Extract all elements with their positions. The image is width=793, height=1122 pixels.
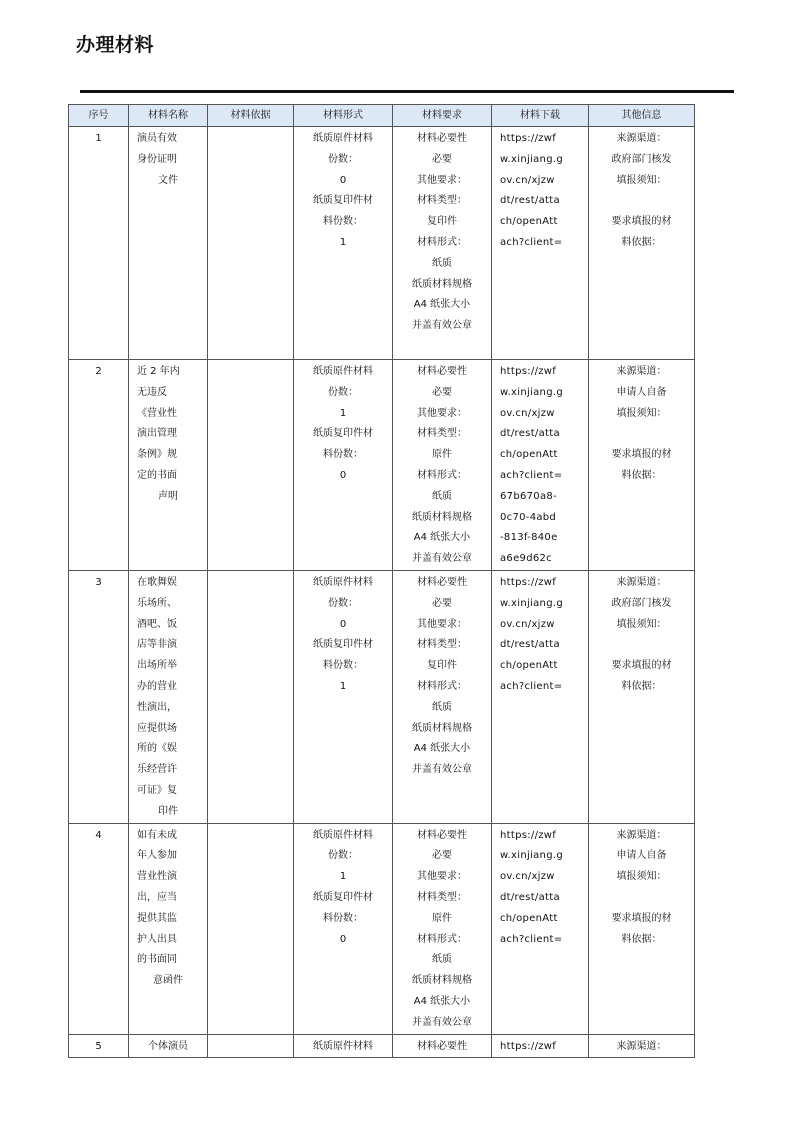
req-line: 其他要求： xyxy=(417,407,467,419)
req-line: 必要 xyxy=(432,153,452,165)
download-line: ov.cn/xjzw xyxy=(500,407,555,419)
req-line: 复印件 xyxy=(427,660,457,672)
form-line: 份数： xyxy=(328,386,358,398)
name-line: 应提供场 xyxy=(137,722,177,734)
req-line: 纸质材料规格 xyxy=(412,278,472,290)
req-line: 原件 xyxy=(432,449,452,461)
name-line: 个体演员 xyxy=(148,1040,188,1052)
spacer xyxy=(589,191,694,212)
material-download-link[interactable] xyxy=(492,127,589,360)
column-header: 材料形式 xyxy=(294,105,393,127)
name-line: 年人参加 xyxy=(137,850,177,862)
name-line: 酒吧、饭 xyxy=(137,618,177,630)
download-line: w.xinjiang.g xyxy=(500,386,563,398)
req-line: 并盖有效公章 xyxy=(412,1016,472,1028)
table-row xyxy=(69,823,695,1034)
material-name xyxy=(129,127,208,360)
req-line: 材料必要性 xyxy=(417,576,467,588)
name-line: 身份证明 xyxy=(137,153,177,165)
table-row xyxy=(69,127,695,360)
other-line: 来源渠道： xyxy=(616,1040,667,1052)
material-requirements xyxy=(393,823,492,1034)
other-line: 政府部门核发 xyxy=(611,597,672,609)
column-header: 材料要求 xyxy=(393,105,492,127)
row-number xyxy=(69,127,129,360)
materials-table xyxy=(68,104,695,1058)
download-line: ov.cn/xjzw xyxy=(500,618,555,630)
other-info xyxy=(589,570,695,823)
download-line: w.xinjiang.g xyxy=(500,597,563,609)
page-title: 办理材料 xyxy=(76,34,155,56)
material-form xyxy=(294,823,393,1034)
spacer xyxy=(589,888,694,909)
req-line: 材料形式： xyxy=(417,236,467,248)
download-line: https://zwf xyxy=(500,829,557,841)
req-line: 并盖有效公章 xyxy=(412,764,472,776)
other-line: 料依据： xyxy=(621,933,662,945)
req-line: 纸质材料规格 xyxy=(412,975,472,987)
material-basis xyxy=(208,1034,294,1058)
form-line: 0 xyxy=(339,469,347,481)
req-line: A4 纸张大小 xyxy=(413,743,471,755)
name-line: 提供其监 xyxy=(137,912,177,924)
name-line: 《营业性 xyxy=(137,407,177,419)
other-line: 来源渠道： xyxy=(616,829,667,841)
download-line: https://zwf xyxy=(500,366,557,377)
download-line: ach?client= xyxy=(500,933,563,945)
spacer xyxy=(589,424,694,445)
req-line: 材料必要性 xyxy=(417,366,467,377)
name-line: 乐场所、 xyxy=(137,597,177,609)
download-line: ach?client= xyxy=(500,469,563,481)
material-form xyxy=(294,570,393,823)
download-line: https://zwf xyxy=(500,576,557,588)
name-line: 出场所举 xyxy=(137,660,177,672)
row-number xyxy=(69,823,129,1034)
row-number-text: 2 xyxy=(95,366,102,377)
material-requirements xyxy=(393,360,492,571)
name-line: 演出管理 xyxy=(137,428,177,440)
form-line: 1 xyxy=(339,236,347,248)
material-requirements xyxy=(393,570,492,823)
other-line: 要求填报的材 xyxy=(611,660,672,672)
form-line: 纸质原件材料 xyxy=(313,829,373,841)
req-line: 材料必要性 xyxy=(417,133,467,144)
other-line: 填报须知： xyxy=(616,174,667,186)
form-line: 纸质复印件材 xyxy=(313,195,373,207)
name-line: 无违反 xyxy=(137,386,167,398)
name-line: 护人出具 xyxy=(137,933,177,945)
form-line: 纸质复印件材 xyxy=(313,639,373,651)
material-requirements xyxy=(393,127,492,360)
column-header: 材料下载 xyxy=(492,105,589,127)
material-basis xyxy=(208,127,294,360)
download-line: ch/openAtt xyxy=(500,912,558,924)
name-line: 可证》复 xyxy=(137,784,177,796)
form-line: 1 xyxy=(339,871,347,883)
material-name xyxy=(129,570,208,823)
name-line: 的书面同 xyxy=(137,954,177,966)
name-line: 文件 xyxy=(158,174,178,186)
column-header: 材料名称 xyxy=(129,105,208,127)
download-line: dt/rest/atta xyxy=(500,195,560,207)
download-line: w.xinjiang.g xyxy=(500,153,563,165)
form-line: 份数： xyxy=(328,153,358,165)
other-line: 来源渠道： xyxy=(616,133,667,144)
req-line: A4 纸张大小 xyxy=(413,995,471,1007)
other-line: 料依据： xyxy=(621,469,662,481)
req-line: 纸质 xyxy=(432,701,452,713)
form-line: 纸质原件材料 xyxy=(313,366,373,377)
other-line: 要求填报的材 xyxy=(611,912,672,924)
name-line: 在歌舞娱 xyxy=(137,576,177,588)
req-line: 其他要求： xyxy=(417,174,467,186)
form-line: 1 xyxy=(339,680,347,692)
name-line: 营业性演 xyxy=(137,871,177,883)
form-line: 0 xyxy=(339,618,347,630)
req-line: 原件 xyxy=(432,912,452,924)
req-line: A4 纸张大小 xyxy=(413,532,471,544)
download-line: https://zwf xyxy=(500,1040,557,1052)
req-line: 其他要求： xyxy=(417,871,467,883)
name-line: 店等非演 xyxy=(137,639,177,651)
table-row xyxy=(69,1034,695,1058)
column-header: 其他信息 xyxy=(589,105,695,127)
row-number-text: 5 xyxy=(95,1040,102,1052)
req-line: 纸质 xyxy=(432,490,452,502)
download-line: 67b670a8- xyxy=(500,490,557,502)
material-download-link[interactable] xyxy=(492,570,589,823)
name-line: 乐经营许 xyxy=(137,764,177,776)
row-number-text: 4 xyxy=(95,829,102,841)
req-line: 纸质 xyxy=(432,954,452,966)
req-line: 材料形式： xyxy=(417,933,467,945)
other-line: 来源渠道： xyxy=(616,576,667,588)
form-line: 0 xyxy=(339,174,347,186)
download-line: ch/openAtt xyxy=(500,449,558,461)
form-line: 纸质原件材料 xyxy=(313,133,373,144)
other-info xyxy=(589,127,695,360)
material-form xyxy=(294,360,393,571)
material-requirements xyxy=(393,1034,492,1058)
req-line: 必要 xyxy=(432,386,452,398)
req-line: 必要 xyxy=(432,597,452,609)
download-line: dt/rest/atta xyxy=(500,639,560,651)
row-number-text: 1 xyxy=(95,133,102,144)
material-basis xyxy=(208,360,294,571)
form-line: 料份数： xyxy=(323,912,363,924)
req-line: 材料类型： xyxy=(417,195,467,207)
name-line: 性演出， xyxy=(137,701,177,713)
table-body xyxy=(69,127,695,1058)
download-line: ach?client= xyxy=(500,236,563,248)
material-name xyxy=(129,823,208,1034)
material-basis xyxy=(208,570,294,823)
other-line: 要求填报的材 xyxy=(611,216,672,228)
download-line: -813f-840e xyxy=(500,532,558,544)
req-line: 材料类型： xyxy=(417,639,467,651)
name-line: 声明 xyxy=(158,490,178,502)
download-line: https://zwf xyxy=(500,133,557,144)
column-header: 序号 xyxy=(69,105,129,127)
other-line: 来源渠道： xyxy=(616,366,667,377)
other-info xyxy=(589,360,695,571)
download-line: dt/rest/atta xyxy=(500,891,560,903)
download-line: ov.cn/xjzw xyxy=(500,174,555,186)
form-line: 料份数： xyxy=(323,449,363,461)
row-number xyxy=(69,360,129,571)
form-line: 纸质复印件材 xyxy=(313,428,373,440)
material-form xyxy=(294,1034,393,1058)
name-line: 条例》规 xyxy=(137,449,177,461)
form-line: 1 xyxy=(339,407,347,419)
name-line: 如有未成 xyxy=(137,829,177,841)
req-line: 材料类型： xyxy=(417,891,467,903)
name-line: 演员有效 xyxy=(137,133,177,144)
other-line: 填报须知： xyxy=(616,618,667,630)
material-name xyxy=(129,360,208,571)
other-info xyxy=(589,823,695,1034)
req-line: 材料必要性 xyxy=(417,829,467,841)
req-line: 材料类型： xyxy=(417,428,467,440)
name-line: 定的书面 xyxy=(137,469,177,481)
req-line: 必要 xyxy=(432,850,452,862)
form-line: 份数： xyxy=(328,597,358,609)
name-line: 所的《娱 xyxy=(137,743,177,755)
download-line: w.xinjiang.g xyxy=(500,850,563,862)
download-line: ach?client= xyxy=(500,680,563,692)
table-header-row xyxy=(69,105,695,127)
req-line: 并盖有效公章 xyxy=(412,320,472,332)
download-line: ch/openAtt xyxy=(500,660,558,672)
req-line: 复印件 xyxy=(427,216,457,228)
form-line: 纸质复印件材 xyxy=(313,891,373,903)
material-download-link[interactable] xyxy=(492,1034,589,1058)
name-line: 意函件 xyxy=(153,975,183,987)
form-line: 纸质原件材料 xyxy=(313,1040,373,1052)
column-header: 材料依据 xyxy=(208,105,294,127)
req-line: A4 纸张大小 xyxy=(413,299,471,311)
req-line: 材料必要性 xyxy=(417,1040,467,1052)
material-form xyxy=(294,127,393,360)
row-number-text: 3 xyxy=(95,576,102,588)
other-info xyxy=(589,1034,695,1058)
material-basis xyxy=(208,823,294,1034)
name-line: 印件 xyxy=(158,805,178,817)
row-number xyxy=(69,1034,129,1058)
other-line: 料依据： xyxy=(621,680,662,692)
req-line: 材料形式： xyxy=(417,680,467,692)
download-line: a6e9d62c xyxy=(500,553,552,565)
form-line: 纸质原件材料 xyxy=(313,576,373,588)
form-line: 料份数： xyxy=(323,216,363,228)
spacer xyxy=(589,635,694,656)
other-line: 申请人自备 xyxy=(616,850,667,862)
name-line: 出，应当 xyxy=(137,891,177,903)
req-line: 其他要求： xyxy=(417,618,467,630)
other-line: 政府部门核发 xyxy=(611,153,672,165)
form-line: 份数： xyxy=(328,850,358,862)
other-line: 填报须知： xyxy=(616,871,667,883)
name-line: 近 2 年内 xyxy=(137,366,180,377)
material-download-link[interactable] xyxy=(492,823,589,1034)
other-line: 要求填报的材 xyxy=(611,449,672,461)
other-line: 料依据： xyxy=(621,236,662,248)
download-line: ov.cn/xjzw xyxy=(500,871,555,883)
table-row xyxy=(69,570,695,823)
download-line: dt/rest/atta xyxy=(500,428,560,440)
other-line: 填报须知： xyxy=(616,407,667,419)
download-line: ch/openAtt xyxy=(500,216,558,228)
form-line: 0 xyxy=(339,933,347,945)
req-line: 并盖有效公章 xyxy=(412,553,472,565)
table-row xyxy=(69,360,695,571)
req-line: 纸质材料规格 xyxy=(412,722,472,734)
req-line: 材料形式： xyxy=(417,469,467,481)
row-number xyxy=(69,570,129,823)
form-line: 料份数： xyxy=(323,660,363,672)
req-line: 纸质材料规格 xyxy=(412,511,472,523)
material-name xyxy=(129,1034,208,1058)
name-line: 办的营业 xyxy=(137,680,177,692)
title-divider xyxy=(80,90,734,93)
download-line: 0c70-4abd xyxy=(500,511,557,523)
other-line: 申请人自备 xyxy=(616,386,667,398)
material-download-link[interactable] xyxy=(492,360,589,571)
req-line: 纸质 xyxy=(432,257,452,269)
